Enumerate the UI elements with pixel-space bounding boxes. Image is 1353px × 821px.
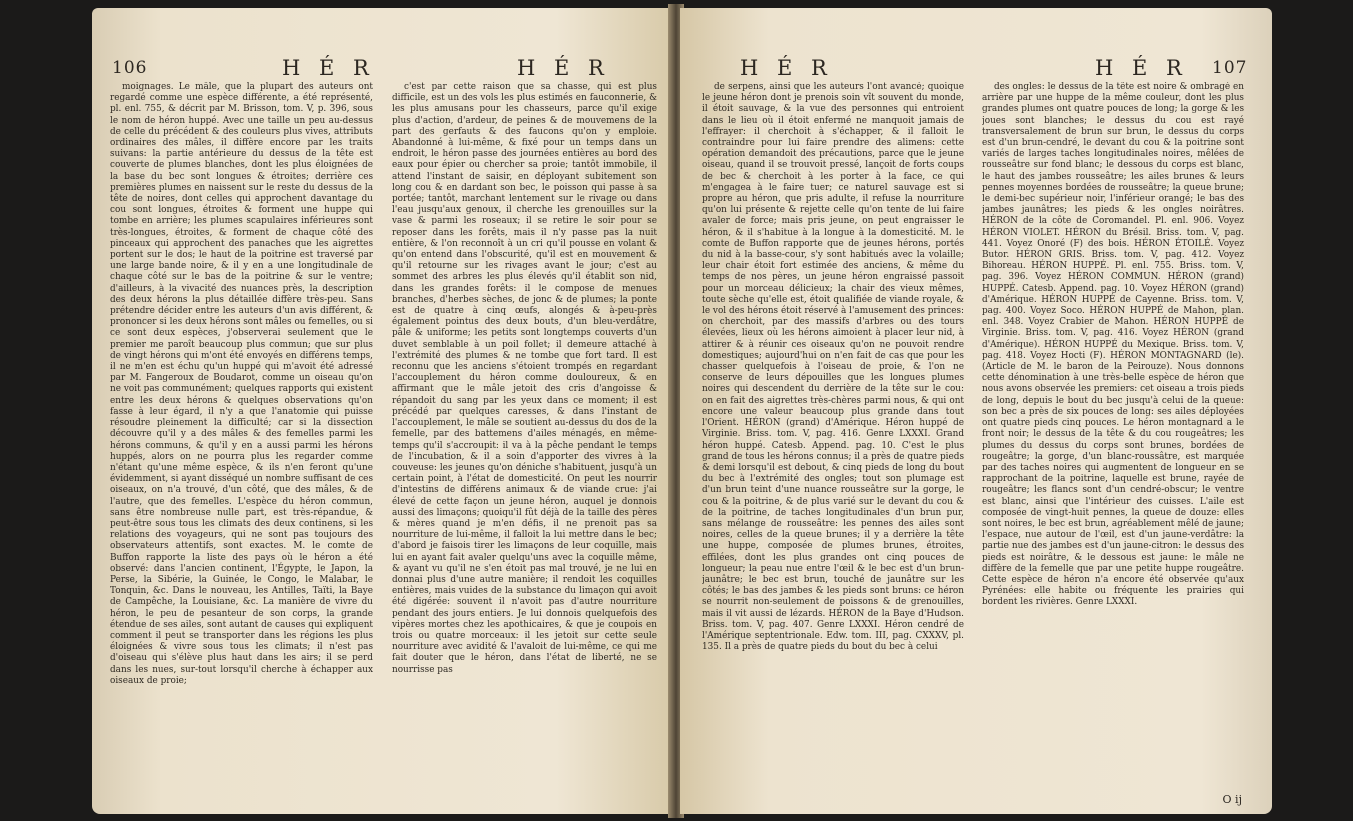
right-page-header [680,56,1272,82]
left-page-number: 106 [112,58,148,78]
left-column-1-text: moignages. Le mâle, que la plupart des auteurs ont regardé comme une espèce différente, a été représenté, pl. enl. 755, & décrit par M. Brisson, tom. V, p. 396, sous le nom de héron huppé. Avec une taille un peu au-dessus de celle du précédent & des couleurs plus vives, attributs ordinaires des mâles, il diffère encore par les traits suivans: la partie antérieure du dessus de la tête est couverte de plumes blanches, dont les plus éloignées de la base du bec sont longues & étroites; derrière ces premières plumes en naissent sur le reste du dessus de la tête de noires, dont celles qui approchent davantage du cou sont longues, étroites & forment une huppe qui tombe en arrière; les plumes scapulaires inférieures sont très-longues, étroites, & forment de chaque côté des pinceaux qui approchent des panaches que les aigrettes portent sur le dos; le haut de la poitrine est traversé par une large bande noire, & il y en a une longitudinale de chaque côté sur le bas de la poitrine & sur le ventre; d'ailleurs, à la vivacité des nuances près, la description des deux hérons la plus détaillée diffère très-peu. Sans prétendre décider entre les auteurs d'un avis différent, & prononcer si les deux hérons sont mâles ou femelles, ou si ce sont deux espèces, j'observerai seulement que le premier me paroît beaucoup plus commun; que sur plus de vingt hérons qui m'ont été envoyés en différens temps, il ne m'en est échu qu'un huppé qui m'avoit été adressé par M. Fangeroux de Boudarot, comme un oiseau qu'on ne voit pas communément; quelques rapports qui existent entre les deux hérons & quelques observations qu'on fasse à leur égard, il n'y a que l'anatomie qui puisse résoudre pleinement la difficulté; car si la dissection découvre qu'il y a des mâles & des femelles parmi les hérons communs, & qu'il y en a aussi parmi les hérons huppés, alors on ne pourra plus les regarder comme n'étant qu'une même espèce, & ils n'en feront qu'une évidemment, si ayant disséqué un nombre suffisant de ces oiseaux, on n'a trouvé, d'un côté, que des mâles, & de l'autre, que des femelles. L'espèce du héron commun, sans être nombreuse nulle part, est très-répandue, & peut-être sous tous les climats des deux continens, si les relations des voyageurs, qui ne sont pas toujours des observateurs attentifs, sont exactes. M. le comte de Buffon rapporte la liste des pays où le héron a été observé: dans l'ancien continent, l'Égypte, le Japon, la Perse, la Sibérie, la Guinée, le Congo, le Malabar, le Tonquin, &c. Dans le nouveau, les Antilles, Taïti, la Baye de Campêche, la Louisiane, &c. La manière de vivre du héron, le peu de pesanteur de son corps, la grande étendue de ses ailes, sont autant de causes qui expliquent comment il peut se transporter dans les régions les plus éloignées & vivre sous tous les climats; il n'est pas d'oiseau qui s'élève plus haut dans les airs; il se perd dans les nues, sur-tout lorsqu'il cherche à échapper aux oiseaux de proie; [110,82,373,686]
right-page [680,8,1272,814]
right-column-1 [702,82,964,810]
left-column-1 [110,82,373,810]
left-running-head: H É R [282,56,375,80]
right-running-head: H É R [740,56,833,80]
right-column-2 [982,82,1244,810]
left-page-columns [92,82,672,810]
left-column-2 [392,82,657,810]
left-page-header [92,56,672,82]
left-running-head-2: H É R [517,56,610,80]
right-page-columns [680,82,1272,810]
right-running-head-2: H É R [1095,56,1188,80]
left-column-2-text: c'est par cette raison que sa chasse, qui est plus difficile, est un des vols les plus estimés en fauconnerie, & les plus amusans pour les chasseurs, parce qu'il exige plus d'action, d'ardeur, de peines & de mouvemens de la part des gerfauts & des faucons qu'on y emploie. Abandonné à lui-même, & fixé pour un temps dans un endroit, le héron passe des journées entières au bord des eaux pour épier ou chercher sa proie; tantôt immobile, il attend l'instant de saisir, en déployant subitement son long cou & en dardant son bec, le poisson qui passe à sa portée; tantôt, marchant lentement sur le rivage ou dans l'eau jusqu'aux genoux, il cherche les grenouilles sur la vase & parmi les roseaux; il se retire le soir pour se reposer dans les forêts, mais il n'y passe pas la nuit entière, & l'on reconnoît à un cri qu'il pousse en volant & qu'on entend dans l'obscurité, qu'il est en mouvement & qu'il retourne sur les rivages avant le jour; c'est au sommet des arbres les plus élevés qu'il établit son nid, dans les grandes forêts: il le compose de menues branches, d'herbes sèches, de jonc & de plumes; la ponte est de quatre à cinq œufs, alongés & à-peu-près également pointus des deux bouts, d'un bleu-verdâtre, pâle & uniforme; les petits sont longtemps couverts d'un duvet semblable à un poil follet; il demeure attaché à l'extrémité des plumes & ne tombe que fort tard. Il est reconnu que les anciens s'étoient trompés en regardant l'accouplement du héron comme douloureux, & en affirmant que le mâle jetoit des cris d'angoisse & répandoit du sang par les yeux dans ce moment; il est précédé par quelques caresses, & dans l'instant de l'accouplement, le mâle se soutient au-dessus du dos de la femelle, par des battemens d'ailes ménagés, en même-temps qu'il s'accroupit: il va à la pêche pendant le temps de l'incubation, & il a soin d'apporter des vivres à la couveuse: les jeunes qu'on déniche s'habituent, jusqu'à un certain point, à l'état de domesticité. On peut les nourrir d'intestins de différens animaux & de viande crue: j'ai élevé de cette façon un jeune héron, auquel je donnois aussi des limaçons; quoiqu'il fût déjà de la taille des pères & mères quand je m'en défis, il ne prenoit pas sa nourriture de lui-même, il falloit la lui mettre dans le bec; d'abord je faisois tirer les limaçons de leur coquille, mais lui en ayant fait avaler quelqu'uns avec la coquille même, & ayant vu qu'il ne s'en étoit pas mal trouvé, je ne lui en donnai plus d'une autre manière; il rendoit les coquilles entières, mais vuides de la substance du limaçon qui avoit été digérée: souvent il n'avoit pas d'autre nourriture pendant des jours entiers. Je lui donnois quelquefois des vipères mortes chez les apothicaires, & que je coupois en trois ou quatre morceaux: il les jetoit sur cette seule nourriture avec avidité & l'avaloit de lui-même, ce qui me fait douter que le héron, dans l'état de liberté, ne se nourrisse pas [392,82,657,675]
right-column-2-text: des ongles: le dessus de la tête est noire & ombragé en arrière par une huppe de la même couleur, dont les plus grandes plumes ont quatre pouces de long; la gorge & les joues sont blanches; le dessus du cou est rayé transversalement de brun sur brun, le dessus du corps est d'un brun-cendré, le devant du cou & la poitrine sont variés de larges taches longitudinales noires, mêlées de rousseâtre sur fond blanc; le dessous du corps est blanc, le haut des jambes rousseâtre; les ailes brunes & leurs pennes moyennes bordées de rousseâtre; la queue brune; le demi-bec supérieur noir, l'inférieur orangé; le bas des jambes jaunâtres; les pieds & les ongles noirâtres. HÉRON de la côte de Coromandel. Pl. enl. 906. Voyez HÉRON VIOLET. HÉRON du Brésil. Briss. tom. V, pag. 441. Voyez Onoré (F) des bois. HÉRON ÉTOILÉ. Voyez Butor. HÉRON GRIS. Briss. tom. V, pag. 412. Voyez Bihoreau. HÉRON HUPPÉ. Pl. enl. 755. Briss. tom. V, pag. 396. Voyez HÉRON COMMUN. HÉRON (grand) HUPPÉ. Catesb. Append. pag. 10. Voyez HÉRON (grand) d'Amérique. HÉRON HUPPÉ de Cayenne. Briss. tom. V, pag. 400. Voyez Soco. HÉRON HUPPÉ de Mahon, plan. enl. 348. Voyez Crabier de Mahon. HÉRON HUPPÉ de Virginie. Briss. tom. V, pag. 416. Voyez HÉRON (grand d'Amérique). HÉRON HUPPÉ du Mexique. Briss. tom. V, pag. 418. Voyez Hocti (F). HÉRON MONTAGNARD (le). (Article de M. le baron de la Peirouze). Nous donnons cette dénomination à une très-belle espèce de héron que nous avons observée les premiers: cet oiseau a trois pieds de long, depuis le bout du bec jusqu'à celui de la queue: son bec a près de six pouces de long: ses ailes déployées ont quatre pieds cinq pouces. Le héron montagnard a le front noir; le dessus de la tête & du cou rougeâtres; les plumes du dessus du corps sont brunes, bordées de rougeâtre; la gorge, d'un blanc-roussâtre, est marquée par des taches noires qui augmentent de longueur en se rapprochant de la poitrine, laquelle est brune, rayée de rougeâtre; les flancs sont d'un cendré-obscur; le ventre est blanc, ainsi que l'intérieur des cuisses. L'aile est composée de vingt-huit pennes, la queue de douze: elles sont noires, le bec est brun, agréablement mêlé de jaune; l'espace, nue autour de l'œil, est d'un jaune-verdâtre: la partie nue des jambes est d'un jaune-citron: le dessus des pieds est noirâtre, & le dessous est jaune: le mâle ne diffère de la femelle que par une petite huppe rougeâtre. Cette espèce de héron n'a encore été observée qu'aux Pyrénées: elle habite ou fréquente les prairies qui bordent les rivières. Genre LXXXI. [982,82,1244,608]
left-page [92,8,672,814]
signature-mark: O ij [1222,793,1242,806]
right-page-number: 107 [1212,58,1248,78]
right-column-1-text: de serpens, ainsi que les auteurs l'ont avancé; quoique le jeune héron dont je prenois soin vît souvent du monde, il étoit sauvage, & la vue des personnes qui entroient dans le lieu où il étoit enfermé ne manquoit jamais de l'effrayer: il cherchoit à s'échapper, & il falloit le contraindre pour lui faire prendre des alimens: cette opération demandoit des précautions, parce que le jeune oiseau, quand il se trouvoit pressé, lançoit de forts coups de bec & cherchoit à les porter à la face, ce qui m'engagea à le faire tuer; ce naturel sauvage est si propre au héron, que pris adulte, il refuse la nourriture qu'on lui présente & rejette celle qu'on tente de lui faire avaler de force; mais pris jeune, on peut engraisser le héron, & il s'habitue à la longue à la domesticité. M. le comte de Buffon rapporte que de jeunes hérons, portés du nid à la basse-cour, s'y sont habitués avec la volaille; leur chair étoit fort estimée des anciens, & même du temps de nos pères, un jeune héron engraissé passoit pour un morceau délicieux; la chair des vieux mêmes, toute sèche qu'elle est, étoit qualifiée de viande royale, & le vol des hérons étoit réservé à l'amusement des princes: on cherchoit, par des massifs d'arbres ou des tours élevées, lieux où les hérons aimoient à placer leur nid, à attirer & à réunir ces oiseaux qu'on ne pouvoit rendre domestiques; aujourd'hui on n'en fait de cas que pour les chasser quelquefois à l'oiseau de proie, & l'on ne conserve de leurs dépouilles que les longues plumes noires qui descendent du derrière de la tête sur le cou: on en fait des aigrettes très-chères parmi nous, & qui ont encore une valeur beaucoup plus grande dans tout l'Orient. HÉRON (grand) d'Amérique. Héron huppé de Virginie. Briss. tom. V, pag. 416. Genre LXXXI. Grand héron huppé. Catesb. Append. pag. 10. C'est le plus grand de tous les hérons connus; il a près de quatre pieds & demi lorsqu'il est debout, & cinq pieds de long du bout du bec à l'extrémité des ongles; tout son plumage est d'un brun teint d'une nuance rousseâtre sur la gorge, le cou & la poitrine, & de plus varié sur le devant du cou & de la poitrine, de taches longitudinales d'un brun pur, sans mélange de rousseâtre: les pennes des ailes sont noires, celles de la queue brunes; il y a derrière la tête une huppe, composée de plumes brunes, étroites, effilées, dont les plus grandes ont cinq pouces de longueur; la peau nue entre l'œil & le bec est d'un brun-jaunâtre; le bec est brun, touché de jaunâtre sur les côtés; le bas des jambes & les pieds sont bruns: ce héron se nourrit non-seulement de poissons & de grenouilles, mais il vit aussi de lézards. HÉRON de la Baye d'Hudson. Briss. tom. V, pag. 407. Genre LXXXI. Héron cendré de l'Amérique septentrionale. Edw. tom. III, pag. CXXXV, pl. 135. Il a près de quatre pieds du bout du bec à celui [702,82,964,653]
